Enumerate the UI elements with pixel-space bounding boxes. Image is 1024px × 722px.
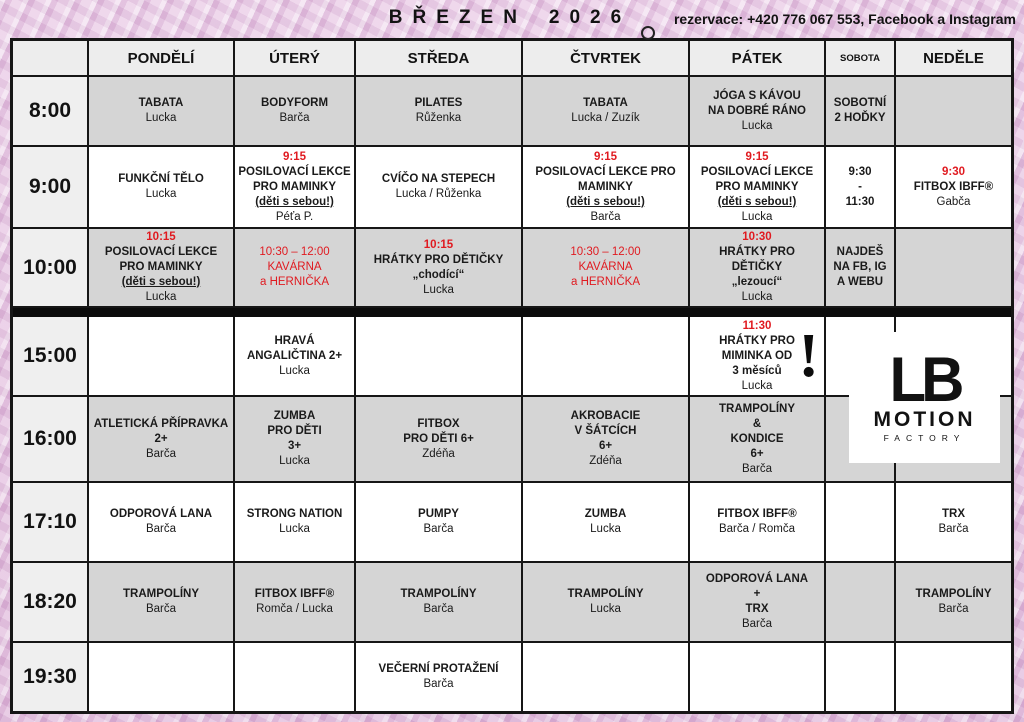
day-header-nedele: NEDĚLE — [896, 41, 1011, 77]
cell-line: Romča / Lucka — [256, 603, 333, 615]
cell-line: FITBOX IBFF® — [717, 508, 797, 520]
cell-line: POSILOVACÍ LEKCE — [700, 165, 814, 178]
cell-line: NA DOBRÉ RÁNO — [708, 104, 806, 117]
logo-lb-monogram: LB — [889, 343, 960, 415]
cell-line: Růženka — [415, 112, 462, 124]
cell-line: MIMINKA OD — [721, 349, 793, 362]
cell-19:30-streda — [356, 643, 523, 711]
cell-18:20-nedele — [896, 563, 1011, 643]
cell-line: TRAMPOLÍNY — [567, 588, 644, 600]
cell-8:00-sobota — [826, 77, 896, 147]
cell-15:00-utery — [235, 317, 356, 397]
cell-line: (děti s sebou!) — [717, 195, 797, 208]
cell-16:00-ctvrtek — [523, 397, 690, 483]
cell-line: HRÁTKY PRO — [719, 334, 795, 347]
cell-line: Barča — [423, 678, 454, 690]
cell-line: POSILOVACÍ LEKCE — [104, 246, 218, 258]
cell-line: Gabča — [936, 195, 971, 208]
day-header-pondeli: PONDĚLÍ — [89, 41, 235, 77]
reservation-info: rezervace: +420 776 067 553, Facebook a Instagram — [673, 11, 1016, 27]
cell-line: 10:30 – 12:00 — [259, 246, 330, 258]
cell-19:30-ctvrtek — [523, 643, 690, 711]
cell-line: JÓGA S KÁVOU — [713, 89, 801, 102]
corner-cell — [13, 41, 89, 77]
cell-line: KONDICE — [730, 432, 784, 445]
cell-15:00-streda — [356, 317, 523, 397]
cell-line: HRAVÁ — [274, 334, 315, 347]
cell-9:00-ctvrtek — [523, 147, 690, 229]
cell-line: TRX — [745, 603, 769, 615]
cell-line: Barča — [938, 523, 969, 535]
cell-line: TABATA — [583, 97, 628, 109]
cell-line: 9:15 — [593, 150, 618, 163]
cell-line: HRÁTKY PRO DĚTIČKY — [373, 253, 504, 266]
cell-line: SOBOTNÍ — [833, 97, 887, 109]
cell-line: Zdéňa — [589, 455, 622, 467]
cell-19:30-utery — [235, 643, 356, 711]
cell-line: POSILOVACÍ LEKCE PRO — [535, 165, 676, 178]
time-cell-16:00: 16:00 — [13, 397, 89, 483]
cell-9:00-streda — [356, 147, 523, 229]
cell-18:20-ctvrtek — [523, 563, 690, 643]
cell-line: BODYFORM — [260, 97, 329, 109]
cell-8:00-patek — [690, 77, 826, 147]
section-divider — [13, 308, 1011, 317]
cell-line: 2+ — [154, 432, 168, 445]
cell-8:00-ctvrtek — [523, 77, 690, 147]
cell-line: NAJDEŠ — [836, 246, 884, 258]
cell-line: Lucka / Růženka — [395, 188, 482, 200]
cell-line: VEČERNÍ PROTAŽENÍ — [378, 663, 499, 675]
cell-line: & — [752, 417, 762, 430]
cell-line: 10:30 – 12:00 — [570, 246, 641, 258]
cell-10:00-patek — [690, 229, 826, 308]
cell-19:30-sobota — [826, 643, 896, 711]
cell-15:00-pondeli — [89, 317, 235, 397]
cell-19:30-pondeli — [89, 643, 235, 711]
cell-line: PILATES — [414, 97, 463, 109]
cell-line: TRAMPOLÍNY — [718, 402, 796, 415]
cell-line: PRO MAMINKY — [119, 261, 203, 273]
cell-line: Lucka — [741, 210, 773, 223]
cell-18:20-patek — [690, 563, 826, 643]
time-cell-15:00: 15:00 — [13, 317, 89, 397]
cell-18:20-sobota — [826, 563, 896, 643]
cell-line: 10:15 — [146, 231, 176, 243]
cell-line: ANGALIČTINA 2+ — [246, 349, 343, 362]
cell-line: a HERNIČKA — [570, 276, 641, 288]
cell-15:00-patek — [690, 317, 826, 397]
cell-line: Barča / Romča — [718, 523, 796, 535]
cell-line: Lucka — [279, 523, 310, 535]
cell-line: PUMPY — [418, 508, 459, 520]
cell-line: ATLETICKÁ PŘÍPRAVKA — [93, 417, 229, 430]
cell-line: TRAMPOLÍNY — [915, 588, 992, 600]
cell-line: - — [858, 180, 862, 193]
cell-line: (děti s sebou!) — [121, 276, 201, 288]
cell-line: 10:15 — [423, 238, 454, 251]
cell-15:00-ctvrtek — [523, 317, 690, 397]
day-header-patek: PÁTEK — [690, 41, 826, 77]
day-header-utery: ÚTERÝ — [235, 41, 356, 77]
cell-10:00-sobota — [826, 229, 896, 308]
cell-line: Lucka — [145, 291, 177, 303]
cell-line: Lucka — [741, 379, 773, 392]
cell-line: Barča — [741, 462, 773, 475]
cell-line: Barča — [145, 603, 177, 615]
cell-line: Barča — [741, 618, 773, 630]
cell-line: 9:30 — [941, 165, 966, 178]
cell-line: V ŠÁTCÍCH — [574, 425, 637, 437]
cell-line: TRX — [942, 508, 965, 520]
cell-9:00-sobota — [826, 147, 896, 229]
cell-8:00-pondeli — [89, 77, 235, 147]
time-cell-9:00: 9:00 — [13, 147, 89, 229]
cell-line: ODPOROVÁ LANA — [705, 573, 809, 585]
cell-line: (děti s sebou!) — [255, 195, 334, 208]
cell-line: Lucka — [279, 455, 310, 467]
cell-line: Lucka — [423, 283, 454, 296]
cell-line: Barča — [423, 603, 454, 615]
cell-line: FITBOX IBFF® — [254, 588, 335, 600]
cell-line: FUNKČNÍ TĚLO — [118, 173, 204, 185]
cell-line: Barča — [590, 210, 621, 223]
cell-line: Barča — [145, 523, 177, 535]
time-cell-8:00: 8:00 — [13, 77, 89, 147]
cell-line: Lucka — [741, 291, 773, 303]
cell-line: PRO MAMINKY — [252, 180, 337, 193]
cell-line: 6+ — [598, 440, 613, 452]
cell-line: CVÍČO NA STEPECH — [381, 173, 496, 185]
cell-line: Barča — [145, 447, 177, 460]
cell-line: KAVÁRNA — [578, 261, 633, 273]
cell-line: TRAMPOLÍNY — [122, 588, 200, 600]
cell-10:00-pondeli — [89, 229, 235, 308]
cell-line: Lucka — [590, 523, 621, 535]
cell-17:10-ctvrtek — [523, 483, 690, 563]
cell-line: Lucka — [590, 603, 621, 615]
page-title — [300, 7, 720, 29]
cell-line: 11:30 — [742, 319, 772, 332]
cell-17:10-streda — [356, 483, 523, 563]
cell-line: PRO DĚTI — [267, 425, 322, 437]
cell-8:00-utery — [235, 77, 356, 147]
logo-factory-text: FACTORY — [883, 432, 966, 443]
cell-line: „chodící“ — [412, 268, 465, 281]
cell-9:00-nedele — [896, 147, 1011, 229]
cell-line: KAVÁRNA — [267, 261, 322, 273]
cell-line: 3 měsíců — [732, 364, 782, 377]
cell-17:10-nedele — [896, 483, 1011, 563]
cell-19:30-nedele — [896, 643, 1011, 711]
cell-18:20-utery — [235, 563, 356, 643]
cell-line: MAMINKY — [578, 180, 633, 193]
cell-10:00-utery — [235, 229, 356, 308]
cell-16:00-patek — [690, 397, 826, 483]
cell-line: 6+ — [750, 447, 764, 460]
cell-line: POSILOVACÍ LEKCE — [238, 165, 351, 178]
exclamation-mark: ! — [798, 322, 819, 390]
cell-line: HRÁTKY PRO DĚTIČKY — [719, 246, 795, 273]
cell-line: A WEBU — [836, 276, 884, 288]
cell-line: a HERNIČKA — [259, 276, 330, 288]
day-header-streda: STŘEDA — [356, 41, 523, 77]
cell-line: (děti s sebou!) — [566, 195, 645, 208]
schedule-table — [10, 38, 1014, 714]
time-cell-19:30: 19:30 — [13, 643, 89, 711]
cell-10:00-ctvrtek — [523, 229, 690, 308]
cell-line: ZUMBA — [273, 410, 316, 422]
page-header — [0, 0, 1024, 38]
cell-9:00-patek — [690, 147, 826, 229]
cell-16:00-pondeli — [89, 397, 235, 483]
cell-line: Lucka — [145, 188, 177, 200]
logo-motion-text: MOTION — [873, 407, 976, 431]
cell-16:00-utery — [235, 397, 356, 483]
cell-line: Lucka — [279, 364, 310, 377]
cell-line: 9:30 — [848, 165, 872, 178]
cell-8:00-nedele — [896, 77, 1011, 147]
cell-10:00-streda — [356, 229, 523, 308]
cell-line: ZUMBA — [584, 508, 627, 520]
cell-9:00-utery — [235, 147, 356, 229]
cell-18:20-streda — [356, 563, 523, 643]
time-cell-18:20: 18:20 — [13, 563, 89, 643]
cell-line: AKROBACIE — [570, 410, 641, 422]
cell-line: 10:30 — [742, 231, 772, 243]
title-year: 2026 — [548, 7, 632, 28]
cell-line: Lucka — [741, 119, 773, 132]
cell-8:00-streda — [356, 77, 523, 147]
cell-line: TABATA — [138, 97, 184, 109]
day-header-sobota: SOBOTA — [826, 41, 896, 77]
cell-16:00-streda — [356, 397, 523, 483]
cell-line: 9:15 — [282, 150, 307, 163]
cell-line: FITBOX IBFF® — [913, 180, 994, 193]
lb-motion-factory-logo — [849, 332, 1000, 463]
cell-line: Barča — [938, 603, 969, 615]
cell-line: FITBOX — [417, 417, 460, 430]
cell-line: 11:30 — [845, 195, 875, 208]
cell-line: ODPOROVÁ LANA — [109, 508, 213, 520]
cell-17:10-pondeli — [89, 483, 235, 563]
circle-ornament — [641, 26, 655, 40]
cell-17:10-utery — [235, 483, 356, 563]
time-cell-17:10: 17:10 — [13, 483, 89, 563]
title-month: BŘEZEN — [388, 7, 527, 28]
day-header-ctvrtek: ČTVRTEK — [523, 41, 690, 77]
cell-17:10-patek — [690, 483, 826, 563]
cell-line: Barča — [423, 523, 454, 535]
cell-line: TRAMPOLÍNY — [400, 588, 477, 600]
cell-line: NA FB, IG — [833, 261, 887, 273]
cell-17:10-sobota — [826, 483, 896, 563]
time-cell-10:00: 10:00 — [13, 229, 89, 308]
cell-line: Lucka / Zuzík — [571, 112, 640, 124]
cell-line: Zdéňa — [422, 447, 455, 460]
cell-line: Lucka — [145, 112, 177, 124]
cell-19:30-patek — [690, 643, 826, 711]
cell-line: 9:15 — [745, 150, 769, 163]
cell-line: + — [753, 588, 761, 600]
cell-line: PRO MAMINKY — [715, 180, 799, 193]
cell-line: STRONG NATION — [246, 508, 343, 520]
cell-line: Barča — [279, 112, 310, 124]
cell-line: PRO DĚTI 6+ — [403, 432, 474, 445]
cell-line: Péťa P. — [275, 210, 314, 223]
cell-18:20-pondeli — [89, 563, 235, 643]
cell-10:00-nedele — [896, 229, 1011, 308]
cell-line: „lezoucí“ — [731, 276, 783, 288]
cell-line: 2 HOĎKY — [834, 112, 886, 124]
cell-9:00-pondeli — [89, 147, 235, 229]
cell-line: 3+ — [287, 440, 302, 452]
